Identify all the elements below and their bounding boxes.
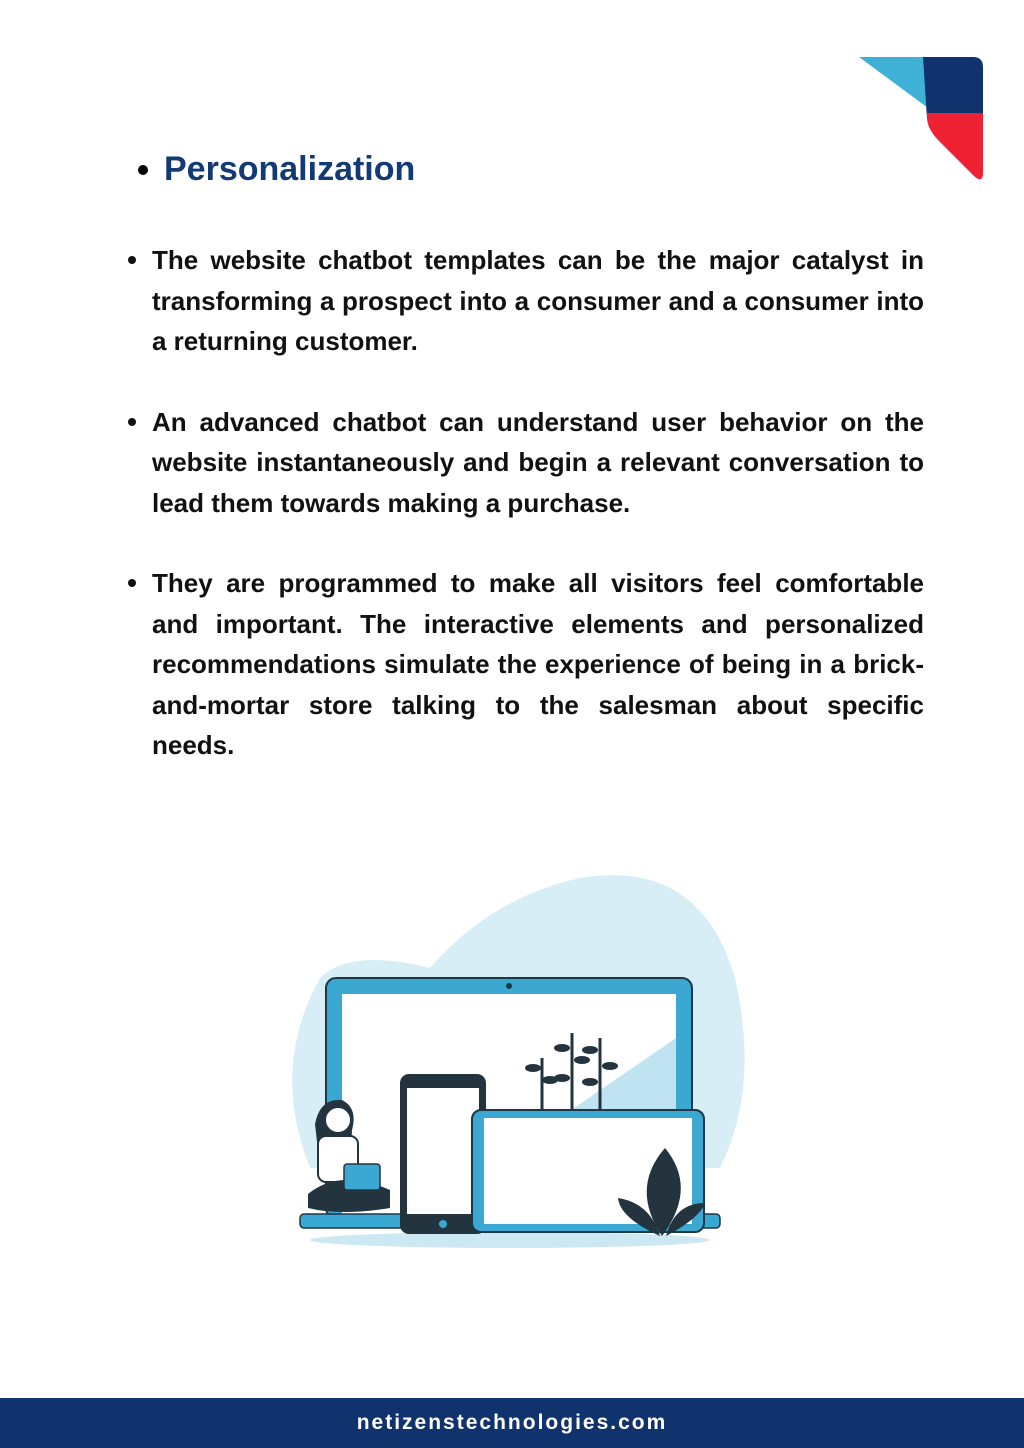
heading-bullet-icon — [138, 165, 148, 175]
list-item: An advanced chatbot can understand user behavior on the website instantaneously and begin a relevant conversation to lead them towards making a purchase. — [128, 402, 924, 524]
list-item: They are programmed to make all visitors feel comfortable and important. The interactive elements and personalized recommendations simulate the experience of being in a brick-and-mortar store talking to the salesman about specific needs. — [128, 563, 924, 766]
page-title: Personalization — [164, 150, 416, 188]
list-item: The website chatbot templates can be the major catalyst in transforming a prospect into a consumer and a consumer into a returning customer. — [128, 240, 924, 362]
section-heading — [138, 150, 415, 189]
footer-website-link[interactable]: netizenstechnologies.com — [356, 1411, 668, 1434]
brand-logo — [855, 55, 985, 183]
bullet-list — [128, 240, 924, 806]
woman-with-laptop-devices-illustration — [280, 868, 750, 1258]
footer-bar — [0, 1398, 1024, 1448]
